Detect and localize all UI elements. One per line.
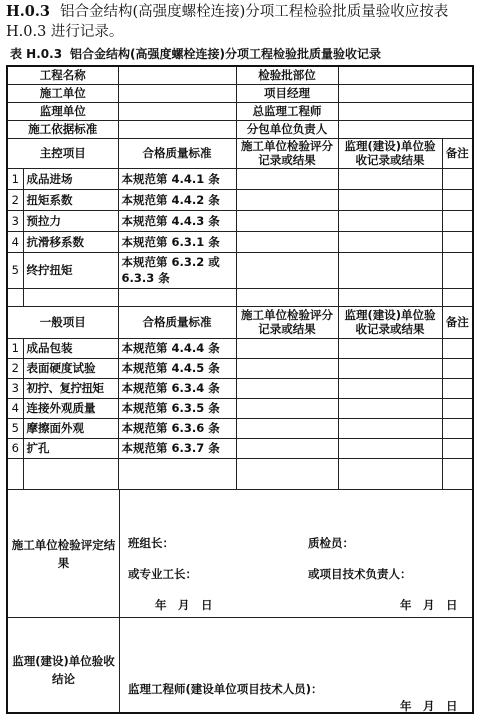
item-standard: 本规范第 4.4.4 条 bbox=[118, 338, 236, 358]
info-row bbox=[7, 66, 473, 84]
item-standard: 本规范第 6.3.2 或 6.3.3 条 bbox=[118, 252, 236, 288]
supervision-unit-value[interactable] bbox=[118, 102, 236, 120]
main-remark-header: 备注 bbox=[442, 138, 473, 168]
supervision-check-cell[interactable] bbox=[338, 338, 442, 358]
item-standard: 本规范第 6.3.5 条 bbox=[118, 398, 236, 418]
construction-eval-label: 施工单位检验评定结果 bbox=[11, 537, 116, 570]
supervision-eval-label: 监理(建设)单位验收结论 bbox=[12, 653, 115, 686]
item-standard: 本规范第 6.3.1 条 bbox=[118, 231, 236, 252]
table-title: 铝合金结构(高强度螺栓连接)分项工程检验批质量验收记录 bbox=[70, 47, 382, 61]
subcontract-leader-value[interactable] bbox=[338, 120, 473, 138]
supervision-check-cell[interactable] bbox=[338, 168, 442, 189]
table-row bbox=[7, 418, 473, 438]
team-leader-label: 班组长： bbox=[128, 535, 174, 550]
remark-cell[interactable] bbox=[442, 231, 473, 252]
item-name: 摩擦面外观 bbox=[23, 418, 118, 438]
supervision-check-cell[interactable] bbox=[338, 418, 442, 438]
general-header-row bbox=[7, 306, 473, 338]
supervision-check-cell[interactable] bbox=[338, 358, 442, 378]
construction-check-cell[interactable] bbox=[236, 338, 338, 358]
item-number: 3 bbox=[7, 210, 23, 231]
item-name: 扩孔 bbox=[23, 438, 118, 458]
item-standard: 本规范第 4.4.3 条 bbox=[118, 210, 236, 231]
inspection-record-table bbox=[6, 65, 474, 714]
item-standard: 本规范第 6.3.7 条 bbox=[118, 438, 236, 458]
date-right: 年 月 日 bbox=[400, 597, 458, 612]
item-name: 成品包装 bbox=[23, 338, 118, 358]
table-row bbox=[7, 168, 473, 189]
subcontract-leader-label: 分包单位负责人 bbox=[236, 120, 338, 138]
blank-cell bbox=[23, 458, 118, 489]
main-standard-header: 合格质量标准 bbox=[118, 138, 236, 168]
item-name: 抗滑移系数 bbox=[23, 231, 118, 252]
main-construction-check-header: 施工单位检验评分记录或结果 bbox=[236, 138, 338, 168]
chief-supervisor-label: 总监理工程师 bbox=[236, 102, 338, 120]
construction-check-cell[interactable] bbox=[236, 252, 338, 288]
date-left: 年 月 日 bbox=[155, 597, 213, 612]
remark-cell[interactable] bbox=[442, 338, 473, 358]
blank-cell bbox=[118, 458, 236, 489]
info-row bbox=[7, 102, 473, 120]
item-name: 连接外观质量 bbox=[23, 398, 118, 418]
construction-check-cell[interactable] bbox=[236, 210, 338, 231]
main-header-row bbox=[7, 138, 473, 168]
info-row bbox=[7, 84, 473, 102]
item-name: 扭矩系数 bbox=[23, 189, 118, 210]
item-name: 终拧扭矩 bbox=[23, 252, 118, 288]
table-row bbox=[7, 231, 473, 252]
table-row bbox=[7, 398, 473, 418]
inspector-label: 质检员： bbox=[308, 535, 354, 550]
remark-cell[interactable] bbox=[442, 418, 473, 438]
construction-unit-value[interactable] bbox=[118, 84, 236, 102]
remark-cell[interactable] bbox=[442, 378, 473, 398]
project-name-value[interactable] bbox=[118, 66, 236, 84]
supervision-check-cell[interactable] bbox=[338, 252, 442, 288]
blank-cell bbox=[7, 458, 23, 489]
construction-check-cell[interactable] bbox=[236, 418, 338, 438]
batch-part-value[interactable] bbox=[338, 66, 473, 84]
remark-cell[interactable] bbox=[442, 398, 473, 418]
item-name: 表面硬度试验 bbox=[23, 358, 118, 378]
item-standard: 本规范第 4.4.2 条 bbox=[118, 189, 236, 210]
tech-leader-label: 或项目技术负责人： bbox=[308, 566, 412, 581]
construction-check-cell[interactable] bbox=[236, 378, 338, 398]
table-row bbox=[7, 189, 473, 210]
chief-supervisor-value[interactable] bbox=[338, 102, 473, 120]
item-number: 1 bbox=[7, 168, 23, 189]
foreman-label: 或专业工长： bbox=[128, 566, 197, 581]
info-row bbox=[7, 120, 473, 138]
construction-check-cell[interactable] bbox=[236, 189, 338, 210]
basis-standard-label: 施工依据标准 bbox=[7, 120, 118, 138]
item-number: 5 bbox=[7, 252, 23, 288]
table-row bbox=[7, 252, 473, 288]
intro-paragraph bbox=[6, 2, 476, 42]
supervision-check-cell[interactable] bbox=[338, 231, 442, 252]
item-number: 6 bbox=[7, 438, 23, 458]
batch-part-label: 检验批部位 bbox=[236, 66, 338, 84]
project-manager-label: 项目经理 bbox=[236, 84, 338, 102]
supervision-check-cell[interactable] bbox=[338, 398, 442, 418]
blank-cell bbox=[236, 288, 338, 306]
general-standard-header: 合格质量标准 bbox=[118, 306, 236, 338]
supervision-eval-cell bbox=[7, 617, 473, 713]
project-manager-value[interactable] bbox=[338, 84, 473, 102]
intro-text: 铝合金结构(高强度螺栓连接)分项工程检验批质量验收应按表 H.0.3 进行记录。 bbox=[6, 4, 449, 40]
basis-standard-value[interactable] bbox=[118, 120, 236, 138]
blank-cell bbox=[118, 288, 236, 306]
item-name: 成品进场 bbox=[23, 168, 118, 189]
table-caption bbox=[10, 45, 381, 62]
blank-cell bbox=[23, 288, 118, 306]
general-item-header: 一般项目 bbox=[7, 306, 118, 338]
blank-row bbox=[7, 458, 473, 489]
item-name: 预拉力 bbox=[23, 210, 118, 231]
item-number: 5 bbox=[7, 418, 23, 438]
item-number: 2 bbox=[7, 358, 23, 378]
blank-cell bbox=[338, 288, 442, 306]
remark-cell[interactable] bbox=[442, 358, 473, 378]
construction-check-cell[interactable] bbox=[236, 398, 338, 418]
construction-eval-row bbox=[7, 489, 473, 617]
remark-cell[interactable] bbox=[442, 252, 473, 288]
blank-row bbox=[7, 288, 473, 306]
blank-cell bbox=[338, 458, 442, 489]
main-supervision-check-header: 监理(建设)单位验收记录或结果 bbox=[338, 138, 442, 168]
table-row bbox=[7, 210, 473, 231]
table-row bbox=[7, 438, 473, 458]
supervision-check-cell[interactable] bbox=[338, 210, 442, 231]
item-name: 初拧、复拧扭矩 bbox=[23, 378, 118, 398]
table-row bbox=[7, 358, 473, 378]
blank-cell bbox=[236, 458, 338, 489]
construction-unit-label: 施工单位 bbox=[7, 84, 118, 102]
item-standard: 本规范第 4.4.1 条 bbox=[118, 168, 236, 189]
section-number: H.0.3 bbox=[6, 3, 50, 20]
general-supervision-check-header: 监理(建设)单位验收记录或结果 bbox=[338, 306, 442, 338]
project-name-label: 工程名称 bbox=[7, 66, 118, 84]
remark-cell[interactable] bbox=[442, 189, 473, 210]
item-number: 3 bbox=[7, 378, 23, 398]
item-standard: 本规范第 6.3.6 条 bbox=[118, 418, 236, 438]
supervision-unit-label: 监理单位 bbox=[7, 102, 118, 120]
general-remark-header: 备注 bbox=[442, 306, 473, 338]
table-row bbox=[7, 378, 473, 398]
supervision-eval-row bbox=[7, 617, 473, 713]
blank-cell bbox=[442, 288, 473, 306]
blank-cell bbox=[7, 288, 23, 306]
supervision-date: 年 月 日 bbox=[400, 698, 458, 713]
divider bbox=[119, 490, 120, 617]
item-number: 1 bbox=[7, 338, 23, 358]
item-standard: 本规范第 6.3.4 条 bbox=[118, 378, 236, 398]
supervision-check-cell[interactable] bbox=[338, 189, 442, 210]
item-number: 4 bbox=[7, 231, 23, 252]
divider bbox=[119, 618, 120, 713]
construction-check-cell[interactable] bbox=[236, 438, 338, 458]
supervision-check-cell[interactable] bbox=[338, 438, 442, 458]
construction-check-cell[interactable] bbox=[236, 231, 338, 252]
general-construction-check-header: 施工单位检验评分记录或结果 bbox=[236, 306, 338, 338]
engineer-signature-label: 监理工程师(建设单位项目技术人员)： bbox=[128, 681, 323, 696]
remark-cell[interactable] bbox=[442, 438, 473, 458]
table-row bbox=[7, 338, 473, 358]
remark-cell[interactable] bbox=[442, 210, 473, 231]
item-number: 2 bbox=[7, 189, 23, 210]
item-standard: 本规范第 4.4.5 条 bbox=[118, 358, 236, 378]
main-item-header: 主控项目 bbox=[7, 138, 118, 168]
construction-eval-cell bbox=[7, 489, 473, 617]
item-number: 4 bbox=[7, 398, 23, 418]
construction-check-cell[interactable] bbox=[236, 168, 338, 189]
construction-check-cell[interactable] bbox=[236, 358, 338, 378]
table-number: 表 H.0.3 bbox=[10, 47, 63, 61]
supervision-check-cell[interactable] bbox=[338, 378, 442, 398]
remark-cell[interactable] bbox=[442, 168, 473, 189]
blank-cell bbox=[442, 458, 473, 489]
